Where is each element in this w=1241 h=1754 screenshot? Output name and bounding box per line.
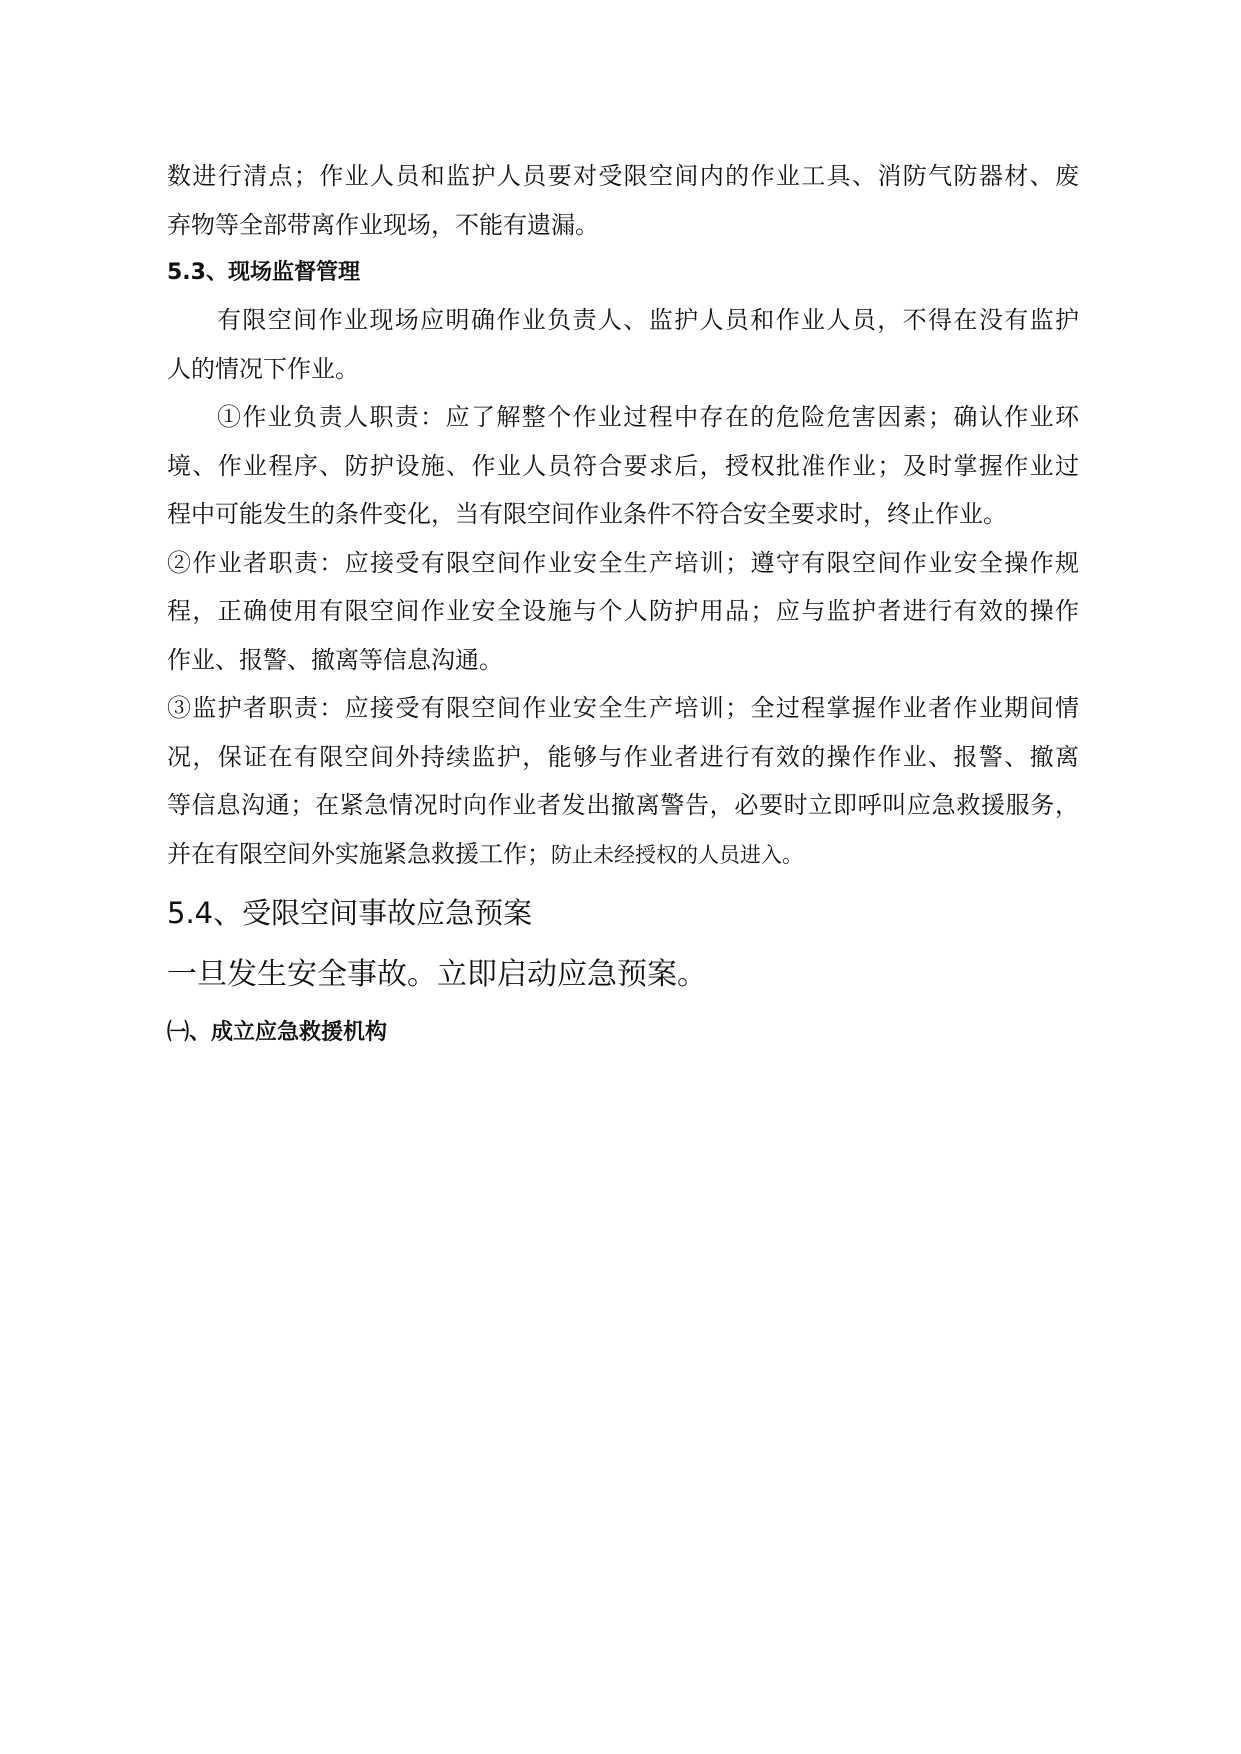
list-item-line: 等信息沟通；在紧急情况时向作业者发出撤离警告，必要时立即呼叫应急救援服务， xyxy=(167,791,1079,819)
list-item-line: ①作业负责人职责：应了解整个作业过程中存在的危险危害因素；确认作业环 xyxy=(217,403,1079,431)
list-item-line: 程中可能发生的条件变化，当有限空间作业条件不符合安全要求时，终止作业。 xyxy=(167,500,1007,528)
list-item-line: 程，正确使用有限空间作业安全设施与个人防护用品；应与监护者进行有效的操作 xyxy=(167,597,1079,625)
list-item-text-small: 防止未经授权的人员进入。 xyxy=(551,842,803,867)
list-item-text: 并在有限空间外实施紧急救援工作； xyxy=(167,839,551,868)
section-heading-5-3: 5.3、现场监督管理 xyxy=(167,260,360,285)
paragraph-line: 数进行清点；作业人员和监护人员要对受限空间内的作业工具、消防气防器材、废 xyxy=(167,162,1079,190)
list-item-line: 况，保证在有限空间外持续监护，能够与作业者进行有效的操作作业、报警、撤离 xyxy=(167,742,1079,771)
list-item-line: ②作业者职责：应接受有限空间作业安全生产培训；遵守有限空间作业安全操作规 xyxy=(167,548,1079,577)
list-item-line xyxy=(167,830,1079,880)
paragraph-line: 有限空间作业现场应明确作业负责人、监护人员和作业人员，不得在没有监护 xyxy=(217,306,1079,334)
list-item-line: 作业、报警、撤离等信息沟通。 xyxy=(167,645,503,674)
paragraph-line: 人的情况下作业。 xyxy=(167,354,359,383)
document-page xyxy=(167,152,1079,1053)
paragraph-line: 弃物等全部带离作业现场，不能有遗漏。 xyxy=(167,210,599,239)
section-heading-5-4: 5.4、受限空间事故应急预案 xyxy=(167,896,533,930)
list-item-line: 境、作业程序、防护设施、作业人员符合要求后，授权批准作业；及时掌握作业过 xyxy=(167,451,1079,480)
subsection-heading: ㈠、成立应急救援机构 xyxy=(167,1020,388,1045)
list-item-line: ③监护者职责：应接受有限空间作业安全生产培训；全过程掌握作业者作业期间情 xyxy=(167,694,1079,722)
lead-sentence: 一旦发生安全事故。立即启动应急预案。 xyxy=(167,957,707,992)
